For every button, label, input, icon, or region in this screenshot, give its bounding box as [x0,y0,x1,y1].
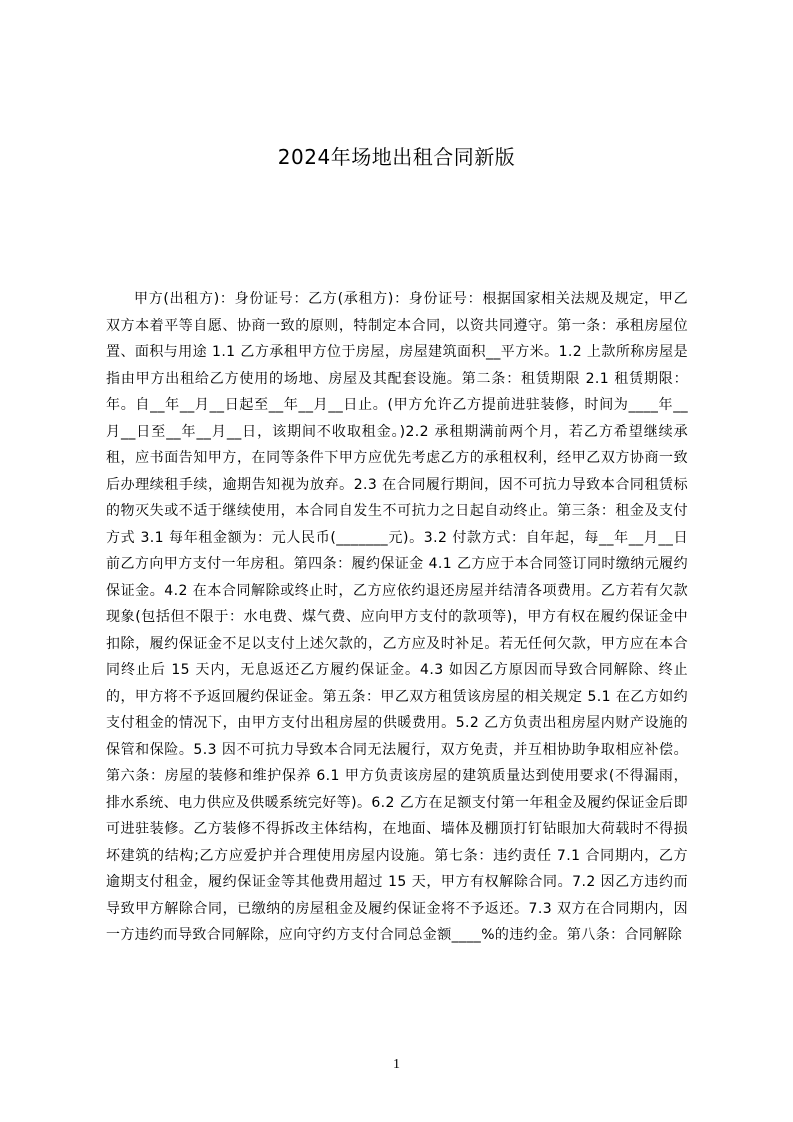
page-number: 1 [393,1057,400,1072]
document-title: 2024年场地出租合同新版 [277,145,516,169]
contract-body-paragraph: 甲方(出租方)：身份证号：乙方(承租方)：身份证号：根据国家相关法规及规定，甲乙双方本着平等自愿、协商一致的原则，特制定本合同，以资共同遵守。第一条：承租房屋位置、面积与用途 1.1 乙方承租甲方位于房屋，房屋建筑面积__平方米。1.2 上款所称房屋是指由甲方出租给乙方使用的场地、房屋及其配套设施。第二条：租赁期限 2.1 租赁期限：年。自__年__月__日起至__年__月__日止。(甲方允许乙方提前进驻装修，时间为____年__月__日至__年__月__日，该期间不收取租金。)2.2 承租期满前两个月，若乙方希望继续承租，应书面告知甲方，在同等条件下甲方应优先考虑乙方的承租权利，经甲乙双方协商一致后办理续租手续，逾期告知视为放弃。2.3 在合同履行期间，因不可抗力导致本合同租赁标的物灭失或不适于继续使用，本合同自发生不可抗力之日起自动终止。第三条：租金及支付方式 3.1 每年租金额为：元人民币(_______元)。3.2 付款方式：自年起，每__年__月__日前乙方向甲方支付一年房租。第四条：履约保证金 4.1 乙方应于本合同签订同时缴纳元履约保证金。4.2 在本合同解除或终止时，乙方应依约退还房屋并结清各项费用。乙方若有欠款现象(包括但不限于：水电费、煤气费、应向甲方支付的款项等)，甲方有权在履约保证金中扣除，履约保证金不足以支付上述欠款的，乙方应及时补足。若无任何欠款，甲方应在本合同终止后 15 天内，无息返还乙方履约保证金。4.3 如因乙方原因而导致合同解除、终止的，甲方将不予返回履约保证金。第五条：甲乙双方租赁该房屋的相关规定 5.1 在乙方如约支付租金的情况下，由甲方支付出租房屋的供暖费用。5.2 乙方负责出租房屋内财产设施的保管和保险。5.3 因不可抗力导致本合同无法履行，双方免责，并互相协助争取相应补偿。第六条：房屋的装修和维护保养 6.1 甲方负责该房屋的建筑质量达到使用要求(不得漏雨，排水系统、电力供应及供暖系统完好等)。6.2 乙方在足额支付第一年租金及履约保证金后即可进驻装修。乙方装修不得拆改主体结构，在地面、墙体及棚顶打钉钻眼加大荷载时不得损坏建筑的结构;乙方应爱护并合理使用房屋内设施。第七条：违约责任 7.1 合同期内，乙方逾期支付租金，履约保证金等其他费用超过 15 天，甲方有权解除合同。7.2 因乙方违约而导致甲方解除合同，已缴纳的房屋租金及履约保证金将不予返还。7.3 双方在合同期内，因一方违约而导致合同解除，应向守约方支付合同总金额____%的违约金。第八条：合同解除 [106,291,688,943]
